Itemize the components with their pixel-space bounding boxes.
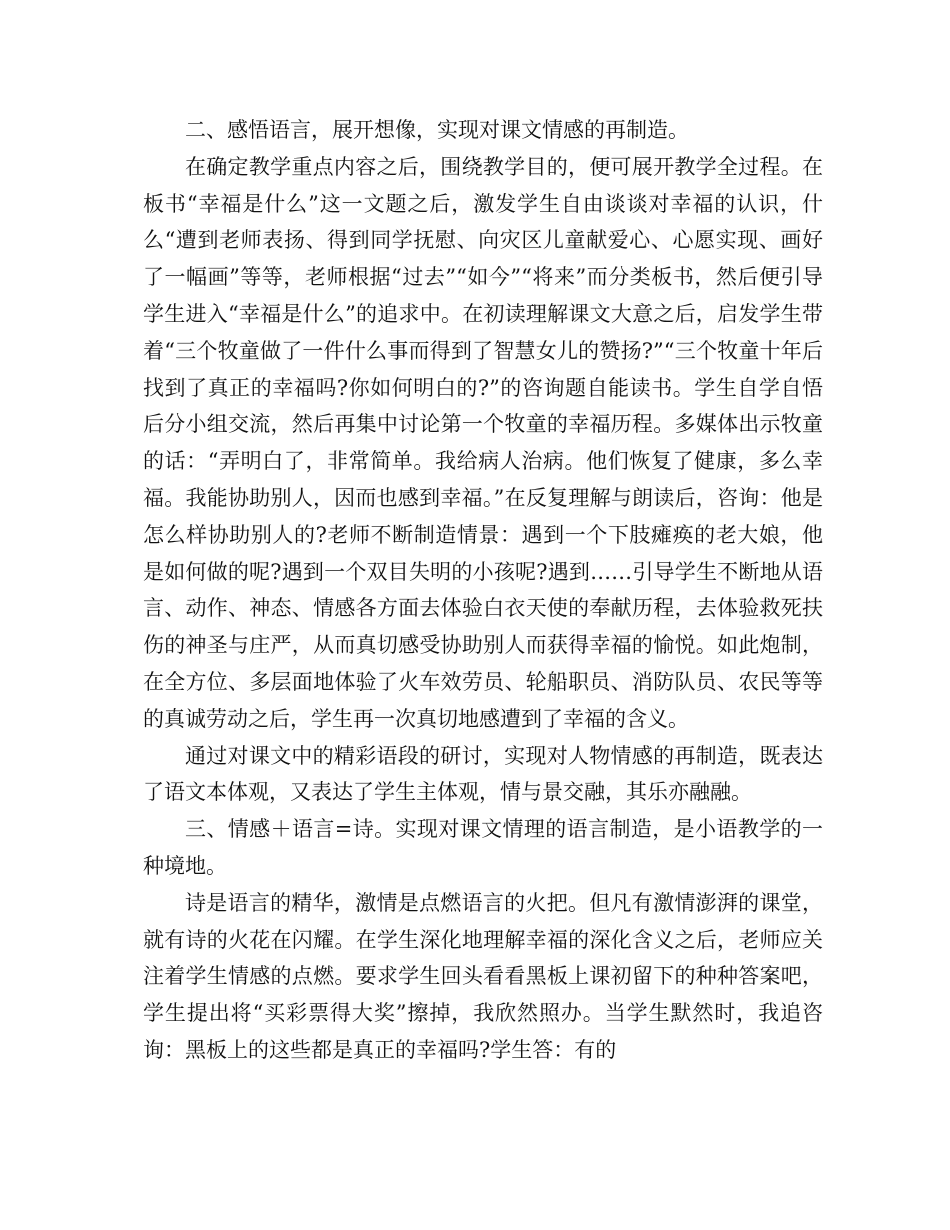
section-heading-3: 三、情感＋语言=诗。实现对课文情理的语言制造，是小语教学的一种境地。 bbox=[143, 817, 823, 878]
body-paragraph: 在确定教学重点内容之后，围绕教学目的，便可展开教学全过程。在板书“幸福是什么”这一文题之后，激发学生自由谈谈对幸福的认识，什么“遭到老师表扬、得到同学抚慰、向灾区儿童献爱心、心愿实现、画好了一幅画”等等，老师根据“过去”“如今”“将来”而分类板书，然后便引导学生进入“幸福是什么”的追求中。在初读理解课文大意之后，启发学生带着“三个牧童做了一件什么事而得到了智慧女儿的赞扬?”“三个牧童十年后找到了真正的幸福吗?你如何明白的?”的咨询题自能读书。学生自学自悟后分小组交流，然后再集中讨论第一个牧童的幸福历程。多媒体出示牧童的话：“弄明白了，非常简单。我给病人治病。他们恢复了健康，多么幸福。我能协助别人，因而也感到幸福。”在反复理解与朗读后，咨询：他是怎么样协助别人的?老师不断制造情景：遇到一个下肢瘫痪的老大娘，他是如何做的呢?遇到一个双目失明的小孩呢?遇到……引导学生不断地从语言、动作、神态、情感各方面去体验白衣天使的奉献历程，去体验救死扶伤的神圣与庄严，从而真切感受协助别人而获得幸福的愉悦。如此炮制，在全方位、多层面地体验了火车效劳员、轮船职员、消防队员、农民等等的真诚劳动之后，学生再一次真切地感遭到了幸福的含义。 bbox=[143, 154, 823, 731]
section-heading-2: 二、感悟语言，展开想像，实现对课文情感的再制造。 bbox=[185, 118, 689, 142]
body-paragraph: 通过对课文中的精彩语段的研讨，实现对人物情感的再制造，既表达了语文本体观，又表达了学生主体观，情与景交融，其乐亦融融。 bbox=[143, 743, 823, 805]
document-body bbox=[143, 112, 823, 1069]
body-paragraph: 诗是语言的精华，激情是点燃语言的火把。但凡有激情澎湃的课堂，就有诗的火花在闪耀。在学生深化地理解幸福的深化含义之后，老师应关注着学生情感的点燃。要求学生回头看看黑板上课初留下的种种答案吧，学生提出将“买彩票得大奖”擦掉，我欣然照办。当学生默然时，我追咨询：黑板上的这些都是真正的幸福吗?学生答：有的 bbox=[143, 890, 823, 1062]
